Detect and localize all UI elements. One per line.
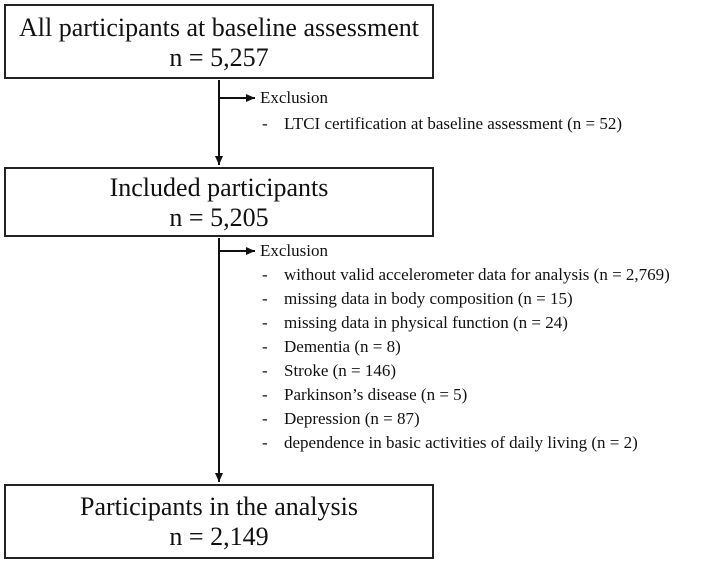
exclusion2-item: - missing data in body composition (n = 15) — [262, 289, 573, 308]
exclusion2-item: - without valid accelerometer data for analysis (n = 2,769) — [262, 265, 670, 284]
exclusion2-item: - Stroke (n = 146) — [262, 361, 397, 380]
exclusion2-item: - Depression (n = 87) — [262, 409, 420, 428]
baseline-title: All participants at baseline assessment — [18, 13, 419, 42]
exclusion2-label: Exclusion — [260, 241, 328, 260]
exclusion2-item: - Dementia (n = 8) — [262, 337, 401, 356]
exclusion1-label: Exclusion — [260, 88, 328, 107]
baseline-count: n = 5,257 — [169, 43, 269, 72]
analysis-box — [4, 484, 434, 559]
included-title: Included participants — [109, 173, 329, 202]
exclusion2-item: - dependence in basic activities of daily living (n = 2) — [262, 433, 638, 452]
included-count: n = 5,205 — [169, 203, 269, 232]
analysis-title: Participants in the analysis — [79, 492, 358, 521]
exclusion2-item: - missing data in physical function (n = 24) — [262, 313, 568, 332]
baseline-box — [4, 4, 434, 79]
exclusion1-item: - LTCI certification at baseline assessment (n = 52) — [262, 114, 622, 133]
included-box — [4, 167, 434, 237]
exclusion2-item: - Parkinson’s disease (n = 5) — [262, 385, 468, 404]
analysis-count: n = 2,149 — [169, 522, 269, 551]
